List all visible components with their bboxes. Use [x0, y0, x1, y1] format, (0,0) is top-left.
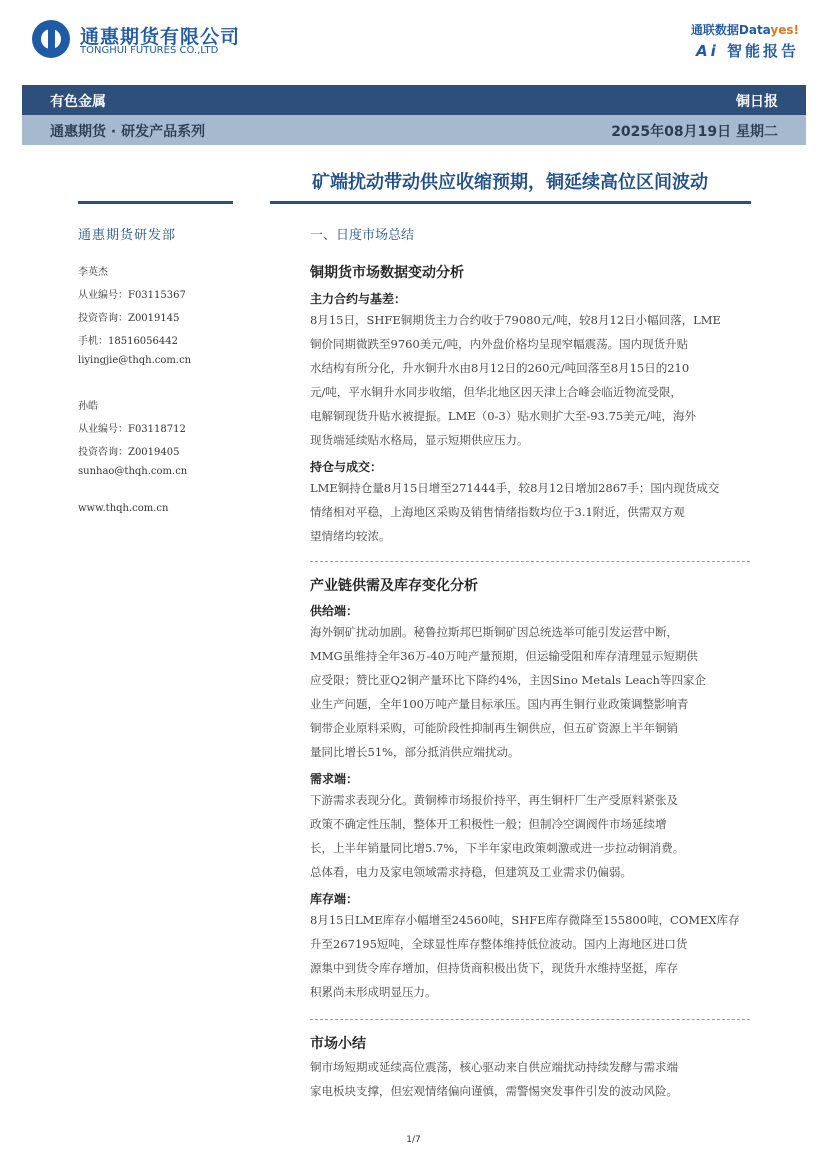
text-line: 总体看，电力及家电领域需求持稳，但建筑及工业需求仍偏弱。 [310, 865, 632, 879]
text-line: 源集中到货令库存增加，但持货商积极出货下，现货升水维持坚挺，库存 [310, 961, 678, 975]
position-heading: 持仓与成交： [310, 460, 383, 474]
chain-heading: 产业链供需及库存变化分析 [310, 578, 478, 594]
section-divider [310, 1019, 750, 1020]
text-line: 电解铜现货升贴水被提振。LME（0-3）贴水则扩大至-93.75美元/吨，海外 [310, 409, 697, 423]
text-line: 铜价同期微跌至9760美元/吨，内外盘价格均呈现窄幅震荡。国内现货升贴 [310, 337, 689, 351]
title-divider [270, 201, 751, 204]
analyst-email[interactable]: liyingjie@thqh.com.cn [78, 355, 192, 366]
text-line: 升至267195短吨，全球显性库存整体维持低位波动。国内上海地区进口货 [310, 937, 688, 951]
company-logo [32, 20, 70, 58]
text-line: MMG虽维持全年36万-40万吨产量预期，但运输受阻和库存清理显示短期供 [310, 649, 698, 663]
section-heading: 一、日度市场总结 [310, 228, 415, 243]
basis-paragraph [310, 308, 750, 452]
text-line: 情绪相对平稳，上海地区采购及销售情绪指数均位于3.1附近，供需双方观 [310, 505, 685, 519]
text-line: 8月15日LME库存小幅增至24560吨，SHFE库存微降至155800吨，COMEX库存 [310, 913, 740, 927]
category-band [22, 85, 806, 115]
partner-logo: 通联数据Datayes! [690, 23, 799, 37]
analyst-name: 孙皓 [78, 401, 98, 412]
text-line: 海外铜矿扰动加剧。秘鲁拉斯邦巴斯铜矿因总统选举可能引发运营中断， [310, 625, 678, 639]
page-number: 1/7 [406, 1135, 421, 1145]
demand-heading: 需求端： [310, 772, 359, 786]
text-line: 水结构有所分化，升水铜升水由8月12日的260元/吨回落至8月15日的210 [310, 361, 690, 375]
inventory-heading: 库存端： [310, 892, 359, 906]
futures-heading: 铜期货市场数据变动分析 [310, 265, 464, 281]
supply-heading: 供给端： [310, 604, 359, 618]
text-line: 铜市场短期或延续高位震荡，核心驱动来自供应端扰动持续发酵与需求端 [310, 1060, 678, 1074]
series-band [22, 115, 806, 145]
report-title: 矿端扰动带动供应收缩预期，铜延续高位区间波动 [312, 172, 708, 193]
text-line: 积累尚未形成明显压力。 [310, 985, 437, 999]
text-line: 下游需求表现分化。黄铜棒市场报价持平，再生铜杆厂生产受原料紧张及 [310, 793, 678, 807]
text-line: 长，上半年销量同比增5.7%，下半年家电政策刺激或进一步拉动铜消费。 [310, 841, 685, 855]
analyst-phone: 手机：18516056442 [78, 336, 178, 347]
text-line: 8月15日，SHFE铜期货主力合约收于79080元/吨，较8月12日小幅回落，LME [310, 313, 721, 327]
text-line: 量同比增长51%，部分抵消供应端扰动。 [310, 745, 520, 759]
inventory-paragraph [310, 908, 750, 1004]
summary-paragraph [310, 1055, 750, 1103]
website-link[interactable]: www.thqh.com.cn [78, 503, 169, 514]
brand-name-en: TONGHUI FUTURES CO.,LTD [80, 45, 219, 56]
report-type-label: 铜日报 [736, 94, 778, 110]
demand-paragraph [310, 788, 750, 884]
position-paragraph [310, 476, 750, 548]
text-line: LME铜持仓量8月15日增至271444手，较8月12日增加2867手；国内现货成交 [310, 481, 720, 495]
analyst-advisory: 投资咨询：Z0019405 [78, 447, 180, 458]
section-divider [310, 561, 750, 562]
basis-heading: 主力合约与基差： [310, 292, 407, 306]
text-line: 铜带企业原料采购，可能阶段性抑制再生铜供应，但五矿资源上半年铜销 [310, 721, 678, 735]
analyst-license: 从业编号：F03118712 [78, 424, 186, 435]
analyst-license: 从业编号：F03115367 [78, 290, 186, 301]
ai-report-label: Ai 智能报告 [695, 42, 799, 60]
sidebar-divider [78, 201, 233, 204]
analyst-email[interactable]: sunhao@thqh.com.cn [78, 466, 188, 477]
text-line: 应受限；赞比亚Q2铜产量环比下降约4%，主因Sino Metals Leach等四家企 [310, 673, 706, 687]
research-dept: 通惠期货研发部 [78, 228, 177, 243]
supply-paragraph [310, 620, 750, 764]
category-label: 有色金属 [50, 94, 106, 110]
text-line: 政策不确定性压制，整体开工积极性一般；但制冷空调阀件市场延续增 [310, 817, 667, 831]
analyst-advisory: 投资咨询：Z0019145 [78, 313, 180, 324]
text-line: 望情绪均较浓。 [310, 529, 391, 543]
text-line: 元/吨，平水铜升水同步收缩，但华北地区因天津上合峰会临近物流受限， [310, 385, 682, 399]
analyst-name: 李英杰 [78, 267, 108, 278]
text-line: 业生产问题，全年100万吨产量目标承压。国内再生铜行业政策调整影响青 [310, 697, 689, 711]
series-label: 通惠期货 · 研发产品系列 [50, 124, 206, 140]
brand-name-cn: 通惠期货有限公司 [80, 26, 241, 48]
text-line: 现货端延续贴水格局，显示短期供应压力。 [310, 433, 529, 447]
summary-heading: 市场小结 [310, 1036, 366, 1052]
text-line: 家电板块支撑，但宏观情绪偏向谨慎，需警惕突发事件引发的波动风险。 [310, 1084, 678, 1098]
report-date: 2025年08月19日 星期二 [611, 124, 778, 140]
